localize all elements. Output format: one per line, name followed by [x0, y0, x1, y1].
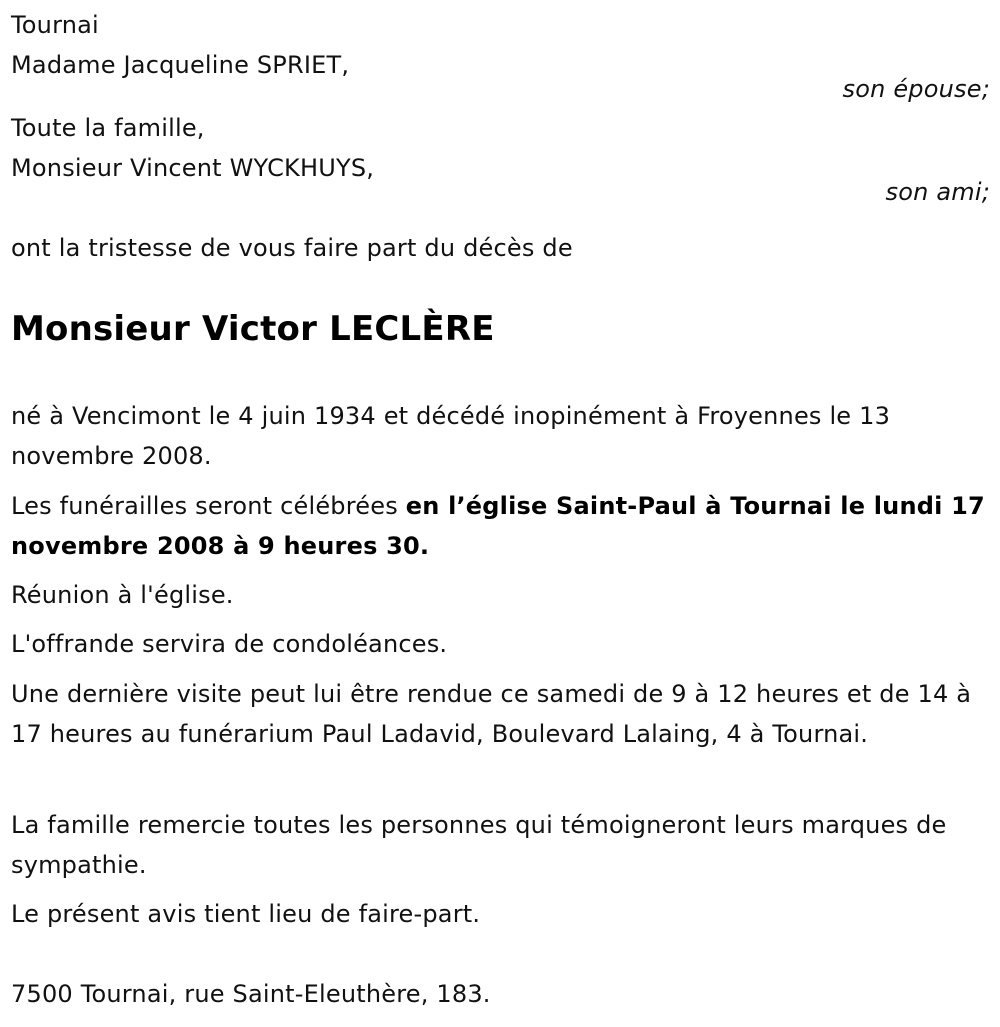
mourner-friend-name: Monsieur Vincent WYCKHUYS,: [11, 154, 375, 182]
visit-paragraph: Une dernière visite peut lui être rendue ce samedi de 9 à 12 heures et de 14 à 17 heures au funérarium Paul Ladavid, Boulevard Lalaing, 4 à Tournai.: [11, 680, 972, 748]
funeral-details: en l’église Saint-Paul à Tournai le lundi 17 novembre 2008 à 9 heures 30.: [11, 492, 985, 560]
city-heading: Tournai: [11, 11, 99, 39]
mourner-spouse-name: Madame Jacqueline SPRIET,: [11, 51, 350, 79]
notice-paragraph: Le présent avis tient lieu de faire-part.: [11, 900, 481, 928]
mourner-friend-relation: son ami;: [885, 178, 990, 206]
birth-death-paragraph: né à Vencimont le 4 juin 1934 et décédé inopinément à Froyennes le 13 novembre 2008.: [11, 402, 891, 470]
thanks-paragraph: La famille remercie toutes les personnes qui témoigneront leurs marques de sympathie.: [11, 811, 947, 879]
announcement-text: ont la tristesse de vous faire part du décès de: [11, 234, 573, 262]
address-line: 7500 Tournai, rue Saint-Eleuthère, 183.: [11, 980, 491, 1008]
funeral-paragraph: [11, 486, 991, 566]
meeting-paragraph: Réunion à l'église.: [11, 581, 234, 609]
offering-paragraph: L'offrande servira de condoléances.: [11, 630, 448, 658]
mourner-family: Toute la famille,: [11, 114, 205, 142]
deceased-name: Monsieur Victor LECLÈRE: [11, 309, 495, 349]
mourner-spouse-relation: son épouse;: [842, 75, 990, 103]
funeral-intro: Les funérailles seront célébrées: [11, 492, 406, 520]
